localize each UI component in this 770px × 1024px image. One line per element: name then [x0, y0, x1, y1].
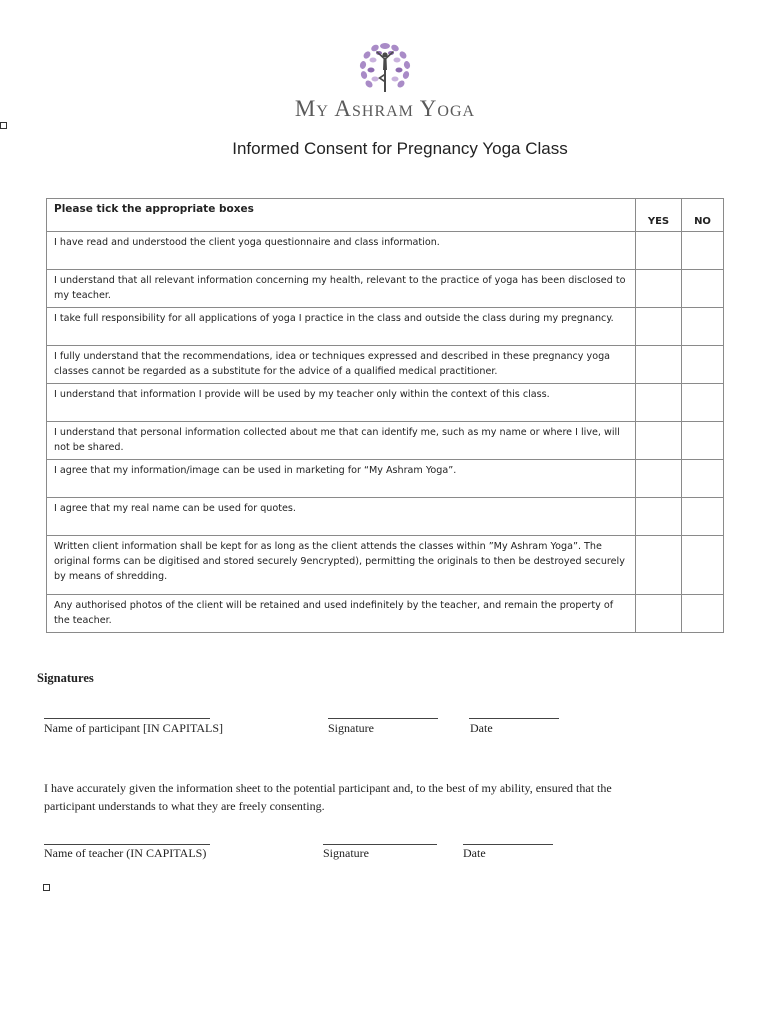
signatures-heading: Signatures [37, 671, 94, 685]
yes-checkbox[interactable] [636, 536, 682, 595]
consent-statement: I understand that all relevant information concerning my health, relevant to the practice of yoga has been disclosed to my teacher. [47, 270, 636, 308]
bullet-marker [0, 122, 7, 129]
participant-name-label: Name of participant [IN CAPITALS] [44, 721, 223, 735]
consent-statement: I take full responsibility for all applications of yoga I practice in the class and outside the class during my pregnancy. [47, 308, 636, 346]
table-row [47, 498, 724, 536]
consent-statement: I understand that personal information collected about me that can identify me, such as my name or where I live, will not be shared. [47, 422, 636, 460]
table-row [47, 536, 724, 595]
table-row [47, 308, 724, 346]
table-row [47, 460, 724, 498]
teacher-name-field[interactable] [44, 844, 210, 845]
consent-statement: Written client information shall be kept for as long as the client attends the classes within ”My Ashram Yoga”. The original forms can be digitised and stored securely 9encrypted), permitting the originals to then be destroyed securely by means of shredding. [47, 536, 636, 595]
table-row [47, 595, 724, 633]
yoga-tree-pose-icon [356, 40, 414, 98]
participant-signature-field[interactable] [328, 718, 438, 719]
consent-statement: Any authorised photos of the client will be retained and used indefinitely by the teacher, and remain the property of the teacher. [47, 595, 636, 633]
table-row [47, 384, 724, 422]
no-checkbox[interactable] [682, 270, 724, 308]
teacher-signature-label: Signature [323, 846, 369, 860]
no-checkbox[interactable] [682, 422, 724, 460]
yes-checkbox[interactable] [636, 308, 682, 346]
table-row [47, 346, 724, 384]
consent-statement: I agree that my information/image can be used in marketing for “My Ashram Yoga”. [47, 460, 636, 498]
no-checkbox[interactable] [682, 460, 724, 498]
yes-checkbox[interactable] [636, 346, 682, 384]
consent-table [46, 198, 724, 633]
consent-statement: I have read and understood the client yoga questionnaire and class information. [47, 232, 636, 270]
yes-checkbox[interactable] [636, 422, 682, 460]
participant-date-field[interactable] [469, 718, 559, 719]
table-row [47, 270, 724, 308]
participant-name-field[interactable] [44, 718, 210, 719]
no-checkbox[interactable] [682, 536, 724, 595]
no-checkbox[interactable] [682, 232, 724, 270]
consent-statement: I agree that my real name can be used for quotes. [47, 498, 636, 536]
teacher-date-field[interactable] [463, 844, 553, 845]
teacher-statement: I have accurately given the information sheet to the potential participant and, to the best of my ability, ensured that the participant understands to what they are freely consenting. [44, 781, 612, 813]
table-heading: Please tick the appropriate boxes [47, 199, 636, 232]
participant-date-label: Date [470, 721, 493, 735]
bullet-marker [43, 884, 50, 891]
yes-checkbox[interactable] [636, 498, 682, 536]
no-checkbox[interactable] [682, 595, 724, 633]
yes-checkbox[interactable] [636, 460, 682, 498]
yes-column-header: YES [636, 199, 682, 232]
table-row [47, 232, 724, 270]
participant-signature-label: Signature [328, 721, 374, 735]
yes-checkbox[interactable] [636, 595, 682, 633]
page-title: Informed Consent for Pregnancy Yoga Class [232, 139, 568, 158]
consent-statement: I fully understand that the recommendations, idea or techniques expressed and described in these pregnancy yoga classes cannot be regarded as a substitute for the advice of a qualified medical practitioner. [47, 346, 636, 384]
consent-statement: I understand that information I provide will be used by my teacher only within the context of this class. [47, 384, 636, 422]
yes-checkbox[interactable] [636, 270, 682, 308]
yes-checkbox[interactable] [636, 384, 682, 422]
no-column-header: NO [682, 199, 724, 232]
brand-name: My Ashram Yoga [294, 96, 476, 121]
yes-checkbox[interactable] [636, 232, 682, 270]
no-checkbox[interactable] [682, 384, 724, 422]
no-checkbox[interactable] [682, 346, 724, 384]
table-row [47, 422, 724, 460]
teacher-name-label: Name of teacher (IN CAPITALS) [44, 846, 207, 860]
no-checkbox[interactable] [682, 308, 724, 346]
teacher-date-label: Date [463, 846, 486, 860]
teacher-signature-field[interactable] [323, 844, 437, 845]
no-checkbox[interactable] [682, 498, 724, 536]
